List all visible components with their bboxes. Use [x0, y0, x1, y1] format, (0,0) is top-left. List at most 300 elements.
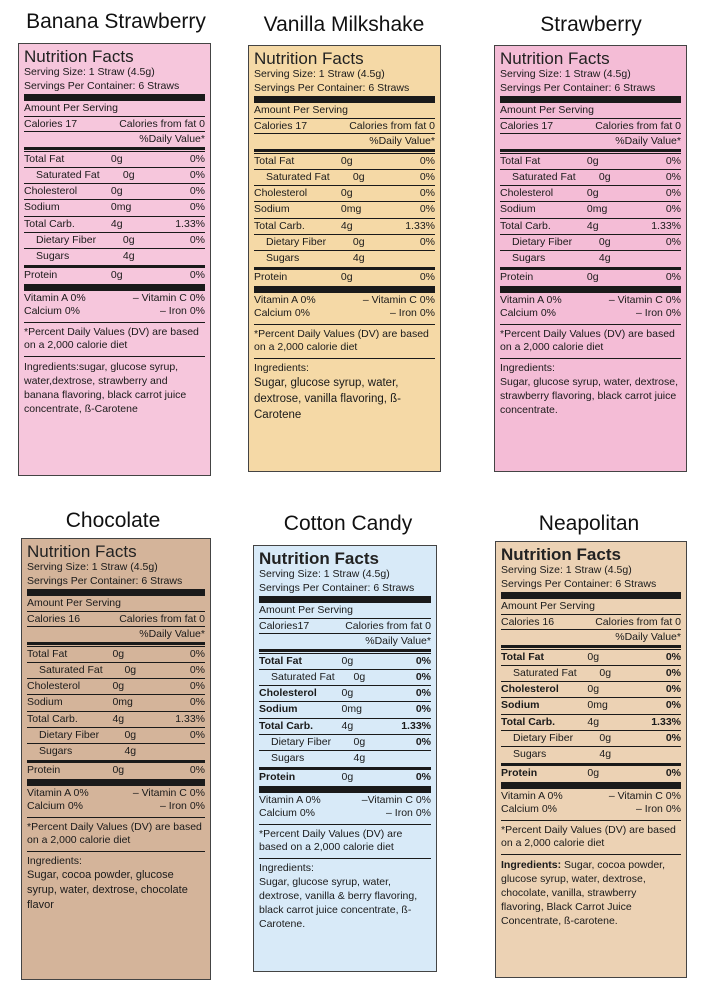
calories-from-fat: Calories from fat 0 [595, 615, 681, 628]
nutrient-daily-value: 0% [189, 185, 205, 198]
nutrient-amount: 0g [587, 766, 600, 779]
nutrient-amount: 0g [112, 647, 125, 660]
nutrient-name: Total Fat [254, 154, 295, 167]
nutrient-daily-value: 0% [665, 235, 681, 248]
nutrient-daily-value: 0% [189, 728, 205, 741]
nutrient-row [501, 681, 681, 697]
nutrition-label-banana-strawberry [18, 43, 211, 476]
calories-line [27, 612, 205, 626]
vitamin-c: – Vitamin C 0% [608, 789, 681, 802]
nutrient-name: Protein [24, 268, 58, 281]
nutrient-amount: 0g [353, 670, 366, 683]
nutrient-amount: 0g [586, 187, 599, 200]
serving-size: Serving Size: 1 Straw (4.5g) [254, 68, 385, 80]
mineral-line [254, 307, 435, 321]
nutrient-name: Total Carb. [27, 712, 78, 725]
daily-value-header: %Daily Value* [501, 629, 681, 644]
calories: Calories 17 [254, 119, 308, 132]
nutrition-facts-heading: Nutrition Facts [24, 47, 134, 66]
nutrient-amount: 0g [353, 735, 366, 748]
iron: – Iron 0% [160, 800, 205, 813]
daily-value-header: %Daily Value* [259, 633, 431, 648]
nutrient-amount: 0g [110, 268, 123, 281]
nutrient-amount: 0g [112, 763, 125, 776]
nutrient-amount: 0g [598, 170, 611, 183]
nutrient-name: Sodium [500, 203, 536, 216]
flavor-title: Strawberry [540, 13, 642, 36]
nutrient-name: Sodium [27, 696, 63, 709]
nutrient-name: Protein [501, 766, 538, 779]
vitamin-a: Vitamin A 0% [259, 793, 321, 806]
calories: Calories 17 [24, 117, 78, 130]
nutrition-facts-heading: Nutrition Facts [27, 542, 137, 561]
nutrient-amount: 0g [341, 687, 354, 700]
nutrient-daily-value: 0% [189, 680, 205, 693]
nutrient-name: Sugars [513, 748, 547, 761]
nutrient-amount: 0mg [110, 201, 132, 214]
calcium: Calcium 0% [254, 307, 311, 320]
nutrient-amount: 4g [110, 217, 123, 230]
nutrient-name: Saturated Fat [513, 666, 577, 679]
nutrient-row [259, 653, 431, 669]
nutrient-name: Saturated Fat [266, 170, 330, 183]
nutrient-name: Cholesterol [254, 187, 308, 200]
nutrient-amount: 4g [340, 219, 353, 232]
nutrient-daily-value: 0% [419, 154, 435, 167]
ingredients-text: Sugar, glucose syrup, water, dextrose, vanilla flavoring, ß-Carotene [254, 377, 402, 422]
ingredients-text: Ingredients:sugar, glucose syrup, water,dextrose, strawberry and banana flavoring, black carrot juice concentrate, ß-Carotene [24, 360, 187, 415]
daily-value-header: %Daily Value* [24, 131, 205, 146]
nutrient-row [501, 697, 681, 713]
nutrient-name: Cholesterol [501, 683, 559, 696]
nutrient-row [501, 730, 681, 746]
flavor-title: Vanilla Milkshake [263, 13, 425, 36]
nutrition-label-chocolate [21, 538, 211, 980]
amount-per-serving: Amount Per Serving [501, 600, 595, 612]
nutrient-daily-value: 0% [419, 235, 435, 248]
nutrient-daily-value: 0% [419, 203, 435, 216]
nutrient-row [24, 265, 205, 283]
nutrient-daily-value: 0% [415, 703, 431, 716]
calories-line [254, 119, 435, 133]
nutrient-row [500, 169, 681, 185]
nutrient-daily-value: 0% [415, 687, 431, 700]
nutrient-row [500, 153, 681, 169]
nutrient-name: Sugars [36, 250, 70, 263]
nutrient-name: Total Carb. [254, 219, 305, 232]
flavor-title: Cotton Candy [283, 512, 413, 535]
calories-from-fat: Calories from fat 0 [119, 117, 205, 130]
nutrient-name: Sodium [501, 699, 540, 712]
nutrient-daily-value: 0% [415, 770, 431, 783]
vitamin-line [27, 787, 205, 801]
nutrient-row [24, 199, 205, 215]
vitamin-line [500, 294, 681, 308]
amount-per-serving: Amount Per Serving [27, 597, 121, 609]
flavor-title: Neapolitan [538, 512, 640, 535]
nutrient-row [501, 665, 681, 681]
calories-from-fat: Calories from fat 0 [349, 119, 435, 132]
nutrient-amount: 4g [587, 715, 600, 728]
nutrient-amount: 4g [598, 252, 611, 265]
nutrient-row [27, 662, 205, 678]
calcium: Calcium 0% [27, 800, 84, 813]
nutrition-label-strawberry [494, 45, 687, 472]
nutrient-name: Sodium [259, 703, 298, 716]
nutrient-name: Protein [259, 770, 296, 783]
nutrient-daily-value: 0% [189, 268, 205, 281]
nutrient-name: Total Fat [259, 654, 302, 667]
nutrient-daily-value: 0% [665, 203, 681, 216]
nutrient-amount: 0mg [341, 703, 362, 716]
calories-line [500, 119, 681, 133]
calories: Calories 16 [501, 615, 555, 628]
nutrient-name: Dietary Fiber [266, 235, 327, 248]
nutrient-row [501, 746, 681, 762]
nutrient-name: Total Fat [501, 650, 544, 663]
nutrient-row [259, 718, 431, 734]
flavor-title: Chocolate [65, 509, 161, 532]
calcium: Calcium 0% [259, 807, 316, 820]
nutrient-name: Sodium [24, 201, 60, 214]
vitamin-a: Vitamin A 0% [27, 786, 89, 799]
nutrient-amount: 0g [340, 154, 353, 167]
nutrient-amount: 4g [352, 252, 365, 265]
nutrition-label-cotton-candy [253, 545, 437, 972]
vitamin-a: Vitamin A 0% [500, 293, 562, 306]
nutrient-amount: 0g [352, 170, 365, 183]
iron: – Iron 0% [636, 803, 681, 816]
nutrient-row [501, 763, 681, 781]
nutrient-name: Sugars [271, 752, 305, 765]
nutrient-row [27, 646, 205, 662]
nutrient-amount: 0g [110, 152, 123, 165]
nutrient-amount: 0mg [340, 203, 362, 216]
nutrient-row [501, 649, 681, 665]
nutrient-row [500, 234, 681, 250]
servings-per-container: Servings Per Container: 6 Straws [254, 81, 410, 94]
vitamin-c: –Vitamin C 0% [361, 793, 431, 806]
nutrient-daily-value: 0% [189, 201, 205, 214]
nutrient-row [24, 167, 205, 183]
vitamin-a: Vitamin A 0% [254, 293, 316, 306]
mineral-line [500, 307, 681, 321]
nutrient-daily-value: 0% [665, 699, 681, 712]
calories: Calories 16 [27, 612, 81, 625]
nutrient-daily-value: 1.33% [401, 719, 431, 732]
nutrient-row [24, 151, 205, 167]
amount-per-serving: Amount Per Serving [259, 604, 353, 616]
nutrition-facts-heading: Nutrition Facts [259, 549, 379, 568]
nutrient-row [259, 701, 431, 717]
nutrient-name: Protein [500, 270, 534, 283]
nutrient-name: Total Fat [500, 154, 541, 167]
calories-line [501, 615, 681, 629]
ingredients-label: Ingredients: [259, 861, 314, 874]
amount-per-serving: Amount Per Serving [24, 102, 118, 114]
nutrient-row [500, 201, 681, 217]
nutrient-row [259, 685, 431, 701]
vitamin-c: – Vitamin C 0% [608, 293, 681, 306]
vitamin-a: Vitamin A 0% [501, 789, 563, 802]
nutrient-daily-value: 1.33% [405, 219, 435, 232]
nutrient-amount: 0g [599, 731, 612, 744]
nutrient-amount: 0g [586, 154, 599, 167]
nutrient-daily-value: 0% [665, 683, 681, 696]
nutrient-amount: 0g [122, 233, 135, 246]
serving-size: Serving Size: 1 Straw (4.5g) [500, 68, 631, 80]
nutrient-daily-value: 0% [189, 696, 205, 709]
calories-from-fat: Calories from fat 0 [119, 612, 205, 625]
mineral-line [24, 305, 205, 319]
nutrient-amount: 0g [340, 187, 353, 200]
nutrient-amount: 0g [110, 185, 123, 198]
nutrient-row [24, 216, 205, 232]
nutrient-amount: 0g [341, 770, 354, 783]
nutrient-amount: 4g [112, 712, 125, 725]
nutrient-daily-value: 0% [189, 647, 205, 660]
iron: – Iron 0% [386, 807, 431, 820]
nutrient-amount: 0g [124, 728, 137, 741]
nutrient-name: Total Carb. [24, 217, 75, 230]
calories: Calories 17 [500, 119, 554, 132]
nutrient-name: Protein [27, 763, 61, 776]
nutrient-row [27, 711, 205, 727]
nutrient-row [254, 234, 435, 250]
ingredients-text: Sugar, glucose syrup, water, dextrose, vanilla & berry flavoring, black carrot juice concentrate, ß-Carotene. [259, 876, 418, 931]
footnote: *Percent Daily Values (DV) are based on a 2,000 calorie diet [27, 820, 202, 847]
nutrient-daily-value: 0% [665, 154, 681, 167]
calories-line [24, 117, 205, 131]
nutrient-name: Saturated Fat [271, 670, 335, 683]
calories: Calories17 [259, 619, 310, 632]
servings-per-container: Servings Per Container: 6 Straws [500, 81, 656, 94]
nutrient-row [254, 250, 435, 266]
nutrient-name: Dietary Fiber [39, 728, 100, 741]
nutrient-row [500, 250, 681, 266]
nutrient-amount: 0mg [587, 699, 608, 712]
nutrient-name: Saturated Fat [512, 170, 576, 183]
nutrient-daily-value: 0% [415, 735, 431, 748]
calcium: Calcium 0% [24, 305, 81, 318]
vitamin-line [259, 794, 431, 808]
vitamin-line [24, 292, 205, 306]
nutrient-amount: 0g [122, 168, 135, 181]
nutrient-daily-value: 0% [189, 663, 205, 676]
nutrient-amount: 0g [352, 235, 365, 248]
nutrient-amount: 4g [341, 719, 354, 732]
nutrition-label-vanilla-milkshake [248, 45, 441, 472]
nutrient-amount: 0mg [112, 696, 133, 709]
nutrient-name: Sugars [266, 252, 300, 265]
daily-value-header: %Daily Value* [27, 626, 205, 641]
nutrient-row [259, 734, 431, 750]
nutrient-name: Protein [254, 270, 288, 283]
vitamin-c: – Vitamin C 0% [362, 293, 435, 306]
nutrient-row [254, 218, 435, 234]
nutrient-amount: 0g [340, 270, 353, 283]
nutrient-amount: 0g [586, 270, 599, 283]
calcium: Calcium 0% [500, 307, 557, 320]
nutrient-amount: 0g [598, 235, 611, 248]
nutrient-name: Sugars [512, 252, 546, 265]
ingredients-label: Ingredients: [254, 361, 309, 374]
nutrient-name: Cholesterol [24, 185, 78, 198]
nutrient-row [500, 218, 681, 234]
nutrient-amount: 0g [124, 663, 137, 676]
amount-per-serving: Amount Per Serving [500, 104, 594, 116]
servings-per-container: Servings Per Container: 6 Straws [27, 574, 183, 587]
calories-from-fat: Calories from fat 0 [345, 619, 431, 632]
nutrient-daily-value: 1.33% [651, 219, 681, 232]
nutrient-amount: 4g [599, 748, 612, 761]
nutrient-row [254, 185, 435, 201]
footnote: *Percent Daily Values (DV) are based on a 2,000 calorie diet [254, 327, 429, 354]
nutrient-daily-value: 0% [419, 187, 435, 200]
nutrient-row [27, 727, 205, 743]
serving-size: Serving Size: 1 Straw (4.5g) [24, 66, 155, 78]
nutrient-name: Dietary Fiber [512, 235, 573, 248]
nutrient-name: Total Carb. [501, 715, 556, 728]
nutrient-daily-value: 0% [189, 233, 205, 246]
ingredients-text: Sugar, cocoa powder, glucose syrup, water, dextrose, chocolate flavor [27, 869, 188, 912]
nutrient-row [27, 743, 205, 759]
nutrient-daily-value: 0% [665, 270, 681, 283]
nutrient-name: Cholesterol [259, 687, 317, 700]
nutrient-name: Total Carb. [259, 719, 314, 732]
nutrition-facts-heading: Nutrition Facts [501, 545, 621, 564]
mineral-line [27, 800, 205, 814]
nutrient-name: Dietary Fiber [271, 735, 332, 748]
nutrient-row [259, 767, 431, 785]
ingredients-label: Ingredients: [501, 858, 562, 871]
nutrient-name: Cholesterol [500, 187, 554, 200]
nutrient-daily-value: 0% [665, 187, 681, 200]
nutrient-row [27, 694, 205, 710]
nutrient-amount: 0g [341, 654, 354, 667]
nutrient-row [500, 267, 681, 285]
vitamin-line [501, 790, 681, 804]
nutrient-row [259, 750, 431, 766]
nutrient-row [24, 232, 205, 248]
nutrient-name: Dietary Fiber [36, 233, 97, 246]
mineral-line [259, 807, 431, 821]
nutrient-amount: 0g [599, 666, 612, 679]
nutrition-label-neapolitan [495, 541, 687, 978]
vitamin-line [254, 294, 435, 308]
nutrient-name: Saturated Fat [39, 663, 103, 676]
servings-per-container: Servings Per Container: 6 Straws [24, 79, 180, 92]
calories-from-fat: Calories from fat 0 [595, 119, 681, 132]
nutrient-daily-value: 0% [665, 170, 681, 183]
ingredients-block [501, 858, 681, 928]
nutrient-name: Saturated Fat [36, 168, 100, 181]
nutrient-name: Sugars [39, 745, 73, 758]
nutrient-row [254, 201, 435, 217]
serving-size: Serving Size: 1 Straw (4.5g) [27, 561, 158, 573]
nutrient-amount: 0g [587, 650, 600, 663]
nutrient-amount: 4g [353, 752, 366, 765]
footnote: *Percent Daily Values (DV) are based on a 2,000 calorie diet [24, 325, 199, 352]
nutrient-daily-value: 0% [189, 152, 205, 165]
ingredients-label: Ingredients: [500, 361, 555, 374]
nutrient-row [27, 760, 205, 778]
daily-value-header: %Daily Value* [500, 133, 681, 148]
servings-per-container: Servings Per Container: 6 Straws [501, 577, 657, 590]
nutrient-daily-value: 0% [415, 670, 431, 683]
nutrition-facts-heading: Nutrition Facts [254, 49, 364, 68]
nutrient-row [500, 185, 681, 201]
nutrient-row [254, 169, 435, 185]
daily-value-header: %Daily Value* [254, 133, 435, 148]
nutrient-row [27, 678, 205, 694]
flavor-title: Banana Strawberry [26, 10, 206, 33]
nutrient-row [501, 714, 681, 730]
footnote: *Percent Daily Values (DV) are based on a 2,000 calorie diet [501, 823, 676, 850]
nutrient-row [24, 183, 205, 199]
mineral-line [501, 803, 681, 817]
nutrient-daily-value: 0% [189, 763, 205, 776]
vitamin-c: – Vitamin C 0% [132, 291, 205, 304]
nutrient-name: Total Carb. [500, 219, 551, 232]
ingredients-text: Sugar, glucose syrup, water, dextrose, strawberry flavoring, black carrot juice concentrate. [500, 376, 679, 417]
nutrient-name: Sodium [254, 203, 290, 216]
iron: – Iron 0% [636, 307, 681, 320]
nutrient-amount: 4g [124, 745, 137, 758]
ingredients-text: Sugar, cocoa powder, glucose syrup, water, dextrose, chocolate, vanilla, strawberry flavoring, Black Carrot Juice Concentrate, ß-carotene. [501, 858, 666, 927]
nutrient-row [259, 669, 431, 685]
calcium: Calcium 0% [501, 803, 558, 816]
nutrient-daily-value: 0% [665, 666, 681, 679]
nutrient-daily-value: 0% [419, 270, 435, 283]
nutrient-name: Cholesterol [27, 680, 81, 693]
nutrient-daily-value: 0% [189, 168, 205, 181]
nutrient-amount: 0g [112, 680, 125, 693]
ingredients-label: Ingredients: [27, 854, 82, 867]
nutrition-facts-heading: Nutrition Facts [500, 49, 610, 68]
nutrient-row [254, 267, 435, 285]
vitamin-a: Vitamin A 0% [24, 291, 86, 304]
nutrient-daily-value: 1.33% [175, 217, 205, 230]
nutrient-row [254, 153, 435, 169]
nutrient-row [24, 248, 205, 264]
nutrient-daily-value: 0% [665, 731, 681, 744]
nutrient-amount: 4g [586, 219, 599, 232]
footnote: *Percent Daily Values (DV) are based on a 2,000 calorie diet [500, 327, 675, 354]
nutrient-daily-value: 0% [419, 170, 435, 183]
serving-size: Serving Size: 1 Straw (4.5g) [501, 564, 632, 576]
amount-per-serving: Amount Per Serving [254, 104, 348, 116]
nutrient-daily-value: 1.33% [651, 715, 681, 728]
nutrient-amount: 4g [122, 250, 135, 263]
servings-per-container: Servings Per Container: 6 Straws [259, 581, 415, 594]
nutrient-daily-value: 0% [665, 766, 681, 779]
calories-line [259, 619, 431, 633]
nutrient-daily-value: 1.33% [175, 712, 205, 725]
nutrient-name: Total Fat [27, 647, 68, 660]
nutrient-daily-value: 0% [665, 650, 681, 663]
serving-size: Serving Size: 1 Straw (4.5g) [259, 568, 390, 580]
iron: – Iron 0% [390, 307, 435, 320]
footnote: *Percent Daily Values (DV) are based on a 2,000 calorie diet [259, 827, 403, 854]
nutrient-name: Dietary Fiber [513, 731, 574, 744]
iron: – Iron 0% [160, 305, 205, 318]
nutrient-amount: 0g [587, 683, 600, 696]
nutrient-name: Total Fat [24, 152, 65, 165]
nutrient-amount: 0mg [586, 203, 608, 216]
vitamin-c: – Vitamin C 0% [132, 786, 205, 799]
nutrient-daily-value: 0% [415, 654, 431, 667]
